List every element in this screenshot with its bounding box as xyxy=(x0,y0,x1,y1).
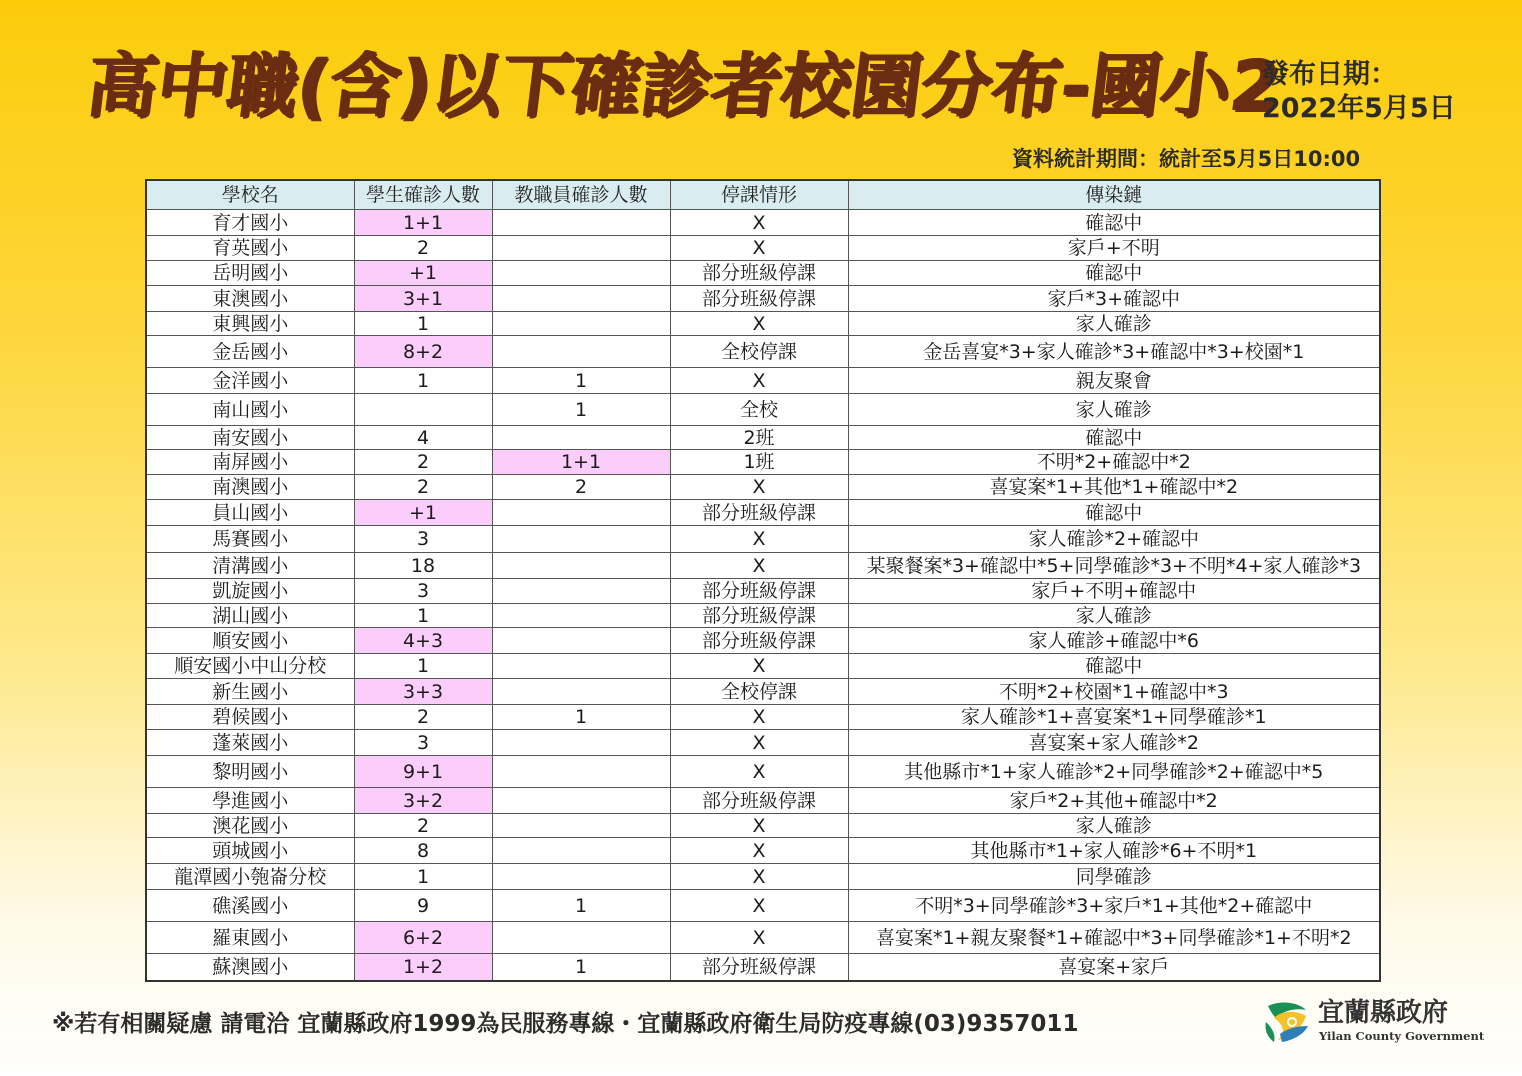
publish-date: 2022年5月5日 xyxy=(1262,93,1456,124)
cell-school: 金洋國小 xyxy=(146,368,354,394)
cell-staff: 1 xyxy=(492,705,670,730)
cell-staff: 1 xyxy=(492,890,670,922)
cell-students: 2 xyxy=(354,236,492,261)
table-row xyxy=(146,922,1380,954)
cell-staff xyxy=(492,236,670,261)
table-row xyxy=(146,368,1380,394)
cell-students: 1 xyxy=(354,368,492,394)
cell-students: 2 xyxy=(354,814,492,838)
table-row xyxy=(146,654,1380,679)
table-row xyxy=(146,526,1380,553)
cell-school: 南安國小 xyxy=(146,426,354,450)
cell-staff: 1 xyxy=(492,954,670,981)
cell-students: 3+1 xyxy=(354,286,492,312)
column-header-chain: 傳染鏈 xyxy=(848,180,1380,210)
table-row xyxy=(146,705,1380,730)
cell-suspension: X xyxy=(670,210,848,236)
cell-staff xyxy=(492,526,670,553)
cell-suspension: 部分班級停課 xyxy=(670,954,848,981)
cell-school: 清溝國小 xyxy=(146,553,354,579)
publish-label: 發布日期： xyxy=(1262,59,1397,90)
table-row xyxy=(146,426,1380,450)
table-row xyxy=(146,604,1380,628)
government-logo xyxy=(1262,998,1485,1048)
cell-students: +1 xyxy=(354,500,492,526)
cell-students: 4+3 xyxy=(354,628,492,654)
table-row xyxy=(146,890,1380,922)
cell-staff xyxy=(492,286,670,312)
cell-students xyxy=(354,394,492,426)
cell-suspension: X xyxy=(670,814,848,838)
cell-chain: 某聚餐案*3+確認中*5+同學確診*3+不明*4+家人確診*3 xyxy=(848,553,1380,579)
cell-chain: 喜宴案+家人確診*2 xyxy=(848,730,1380,756)
table-row xyxy=(146,954,1380,981)
table-row xyxy=(146,210,1380,236)
table-row xyxy=(146,500,1380,526)
cell-suspension: X xyxy=(670,368,848,394)
cell-chain: 親友聚會 xyxy=(848,368,1380,394)
cell-suspension: X xyxy=(670,730,848,756)
cell-school: 育才國小 xyxy=(146,210,354,236)
cell-school: 凱旋國小 xyxy=(146,579,354,604)
cell-students: +1 xyxy=(354,261,492,286)
cell-school: 順安國小 xyxy=(146,628,354,654)
cell-staff xyxy=(492,922,670,954)
cell-school: 新生國小 xyxy=(146,679,354,705)
cell-suspension: 全校停課 xyxy=(670,679,848,705)
cell-suspension: X xyxy=(670,312,848,336)
yilan-emblem-icon xyxy=(1262,998,1312,1044)
table-row xyxy=(146,628,1380,654)
cell-chain: 家戶+不明+確認中 xyxy=(848,579,1380,604)
cell-chain: 其他縣市*1+家人確診*6+不明*1 xyxy=(848,838,1380,864)
column-header-suspension: 停課情形 xyxy=(670,180,848,210)
cell-staff xyxy=(492,838,670,864)
table-header-row xyxy=(146,180,1380,210)
cell-suspension: X xyxy=(670,475,848,500)
cell-chain: 喜宴案+家戶 xyxy=(848,954,1380,981)
contact-note: ※若有相關疑慮 請電洽 宜蘭縣政府1999為民服務專線・宜蘭縣政府衛生局防疫專線(03)9357011 xyxy=(52,1011,1079,1037)
cell-students: 4 xyxy=(354,426,492,450)
cell-staff xyxy=(492,628,670,654)
cell-staff xyxy=(492,553,670,579)
cell-school: 南屏國小 xyxy=(146,450,354,475)
cell-suspension: X xyxy=(670,864,848,890)
cell-chain: 家人確診*2+確認中 xyxy=(848,526,1380,553)
cell-school: 蘇澳國小 xyxy=(146,954,354,981)
cell-school: 南山國小 xyxy=(146,394,354,426)
cell-suspension: 1班 xyxy=(670,450,848,475)
cell-staff xyxy=(492,312,670,336)
cell-suspension: 全校停課 xyxy=(670,336,848,368)
cell-staff xyxy=(492,579,670,604)
cell-chain: 不明*2+校園*1+確認中*3 xyxy=(848,679,1380,705)
cell-suspension: X xyxy=(670,890,848,922)
cell-chain: 不明*3+同學確診*3+家戶*1+其他*2+確認中 xyxy=(848,890,1380,922)
cell-chain: 家人確診 xyxy=(848,604,1380,628)
cell-school: 東興國小 xyxy=(146,312,354,336)
cell-school: 員山國小 xyxy=(146,500,354,526)
cell-staff xyxy=(492,788,670,814)
cell-suspension: 部分班級停課 xyxy=(670,286,848,312)
cell-school: 順安國小中山分校 xyxy=(146,654,354,679)
cell-students: 2 xyxy=(354,450,492,475)
table-row xyxy=(146,261,1380,286)
cell-suspension: 2班 xyxy=(670,426,848,450)
cell-school: 南澳國小 xyxy=(146,475,354,500)
cell-staff xyxy=(492,654,670,679)
cell-students: 6+2 xyxy=(354,922,492,954)
cell-suspension: X xyxy=(670,756,848,788)
cell-chain: 家人確診 xyxy=(848,394,1380,426)
cell-students: 9 xyxy=(354,890,492,922)
cell-school: 龍潭國小匏崙分校 xyxy=(146,864,354,890)
cell-chain: 家人確診 xyxy=(848,814,1380,838)
cell-suspension: 部分班級停課 xyxy=(670,788,848,814)
cell-school: 頭城國小 xyxy=(146,838,354,864)
cell-chain: 喜宴案*1+親友聚餐*1+確認中*3+同學確診*1+不明*2 xyxy=(848,922,1380,954)
column-header-staff: 教職員確診人數 xyxy=(492,180,670,210)
table-row xyxy=(146,838,1380,864)
cell-school: 碧候國小 xyxy=(146,705,354,730)
logo-english-name: Yilan County Government xyxy=(1319,1029,1485,1043)
table-row xyxy=(146,814,1380,838)
cell-students: 1 xyxy=(354,312,492,336)
table-row xyxy=(146,730,1380,756)
table-row xyxy=(146,475,1380,500)
cell-chain: 確認中 xyxy=(848,210,1380,236)
cell-chain: 確認中 xyxy=(848,261,1380,286)
cell-staff xyxy=(492,864,670,890)
table-row xyxy=(146,312,1380,336)
cell-school: 馬賽國小 xyxy=(146,526,354,553)
cell-suspension: 部分班級停課 xyxy=(670,500,848,526)
cell-staff xyxy=(492,730,670,756)
table-row xyxy=(146,394,1380,426)
cell-staff xyxy=(492,756,670,788)
cell-chain: 確認中 xyxy=(848,500,1380,526)
cell-school: 金岳國小 xyxy=(146,336,354,368)
cell-students: 8 xyxy=(354,838,492,864)
table-row xyxy=(146,756,1380,788)
cell-suspension: X xyxy=(670,922,848,954)
cell-staff xyxy=(492,604,670,628)
cell-chain: 家戶*3+確認中 xyxy=(848,286,1380,312)
cell-chain: 同學確診 xyxy=(848,864,1380,890)
cell-students: 1 xyxy=(354,864,492,890)
cell-students: 9+1 xyxy=(354,756,492,788)
cell-school: 湖山國小 xyxy=(146,604,354,628)
cell-chain: 不明*2+確認中*2 xyxy=(848,450,1380,475)
cell-students: 8+2 xyxy=(354,336,492,368)
cell-students: 3 xyxy=(354,579,492,604)
cell-school: 育英國小 xyxy=(146,236,354,261)
cell-school: 礁溪國小 xyxy=(146,890,354,922)
cell-chain: 喜宴案*1+其他*1+確認中*2 xyxy=(848,475,1380,500)
cell-suspension: 全校 xyxy=(670,394,848,426)
cell-staff xyxy=(492,500,670,526)
cell-students: 2 xyxy=(354,475,492,500)
table-row xyxy=(146,864,1380,890)
cell-chain: 家人確診+確認中*6 xyxy=(848,628,1380,654)
cell-staff xyxy=(492,679,670,705)
cell-school: 東澳國小 xyxy=(146,286,354,312)
cell-school: 澳花國小 xyxy=(146,814,354,838)
cell-suspension: 部分班級停課 xyxy=(670,261,848,286)
cell-chain: 金岳喜宴*3+家人確診*3+確認中*3+校園*1 xyxy=(848,336,1380,368)
cell-students: 3 xyxy=(354,526,492,553)
cell-staff: 1 xyxy=(492,368,670,394)
publish-info xyxy=(1262,58,1456,126)
cell-school: 岳明國小 xyxy=(146,261,354,286)
cell-school: 學進國小 xyxy=(146,788,354,814)
cell-staff xyxy=(492,814,670,838)
cell-staff: 1 xyxy=(492,394,670,426)
table-row xyxy=(146,553,1380,579)
cell-suspension: 部分班級停課 xyxy=(670,579,848,604)
cell-school: 蓬萊國小 xyxy=(146,730,354,756)
school-cases-table xyxy=(145,179,1381,982)
cell-students: 1 xyxy=(354,654,492,679)
logo-name: 宜蘭縣政府 xyxy=(1318,998,1449,1028)
cell-staff xyxy=(492,336,670,368)
cell-students: 1+1 xyxy=(354,210,492,236)
table-row xyxy=(146,788,1380,814)
cell-chain: 家戶+不明 xyxy=(848,236,1380,261)
cell-students: 1+2 xyxy=(354,954,492,981)
cell-chain: 其他縣市*1+家人確診*2+同學確診*2+確認中*5 xyxy=(848,756,1380,788)
column-header-students: 學生確診人數 xyxy=(354,180,492,210)
cell-suspension: X xyxy=(670,526,848,553)
cell-chain: 家人確診*1+喜宴案*1+同學確診*1 xyxy=(848,705,1380,730)
cell-students: 1 xyxy=(354,604,492,628)
cell-school: 黎明國小 xyxy=(146,756,354,788)
cell-school: 羅東國小 xyxy=(146,922,354,954)
cell-staff: 1+1 xyxy=(492,450,670,475)
cell-suspension: X xyxy=(670,654,848,679)
cell-staff xyxy=(492,261,670,286)
cell-students: 3+3 xyxy=(354,679,492,705)
table-row xyxy=(146,336,1380,368)
table-row xyxy=(146,236,1380,261)
cell-chain: 確認中 xyxy=(848,426,1380,450)
statistics-period: 資料統計期間：統計至5月5日10:00 xyxy=(1012,147,1361,171)
cell-staff: 2 xyxy=(492,475,670,500)
cell-staff xyxy=(492,210,670,236)
cell-students: 18 xyxy=(354,553,492,579)
cell-suspension: 部分班級停課 xyxy=(670,628,848,654)
cell-suspension: X xyxy=(670,705,848,730)
column-header-school: 學校名 xyxy=(146,180,354,210)
cell-chain: 確認中 xyxy=(848,654,1380,679)
cell-suspension: X xyxy=(670,553,848,579)
table-row xyxy=(146,450,1380,475)
cell-chain: 家人確診 xyxy=(848,312,1380,336)
table-row xyxy=(146,286,1380,312)
table-row xyxy=(146,579,1380,604)
cell-suspension: 部分班級停課 xyxy=(670,604,848,628)
cell-suspension: X xyxy=(670,236,848,261)
cell-suspension: X xyxy=(670,838,848,864)
cell-students: 3 xyxy=(354,730,492,756)
cell-staff xyxy=(492,426,670,450)
table-row xyxy=(146,679,1380,705)
page-title: 高中職(含)以下確診者校園分布-國小2 xyxy=(82,45,1285,127)
cell-chain: 家戶*2+其他+確認中*2 xyxy=(848,788,1380,814)
cell-students: 3+2 xyxy=(354,788,492,814)
cell-students: 2 xyxy=(354,705,492,730)
